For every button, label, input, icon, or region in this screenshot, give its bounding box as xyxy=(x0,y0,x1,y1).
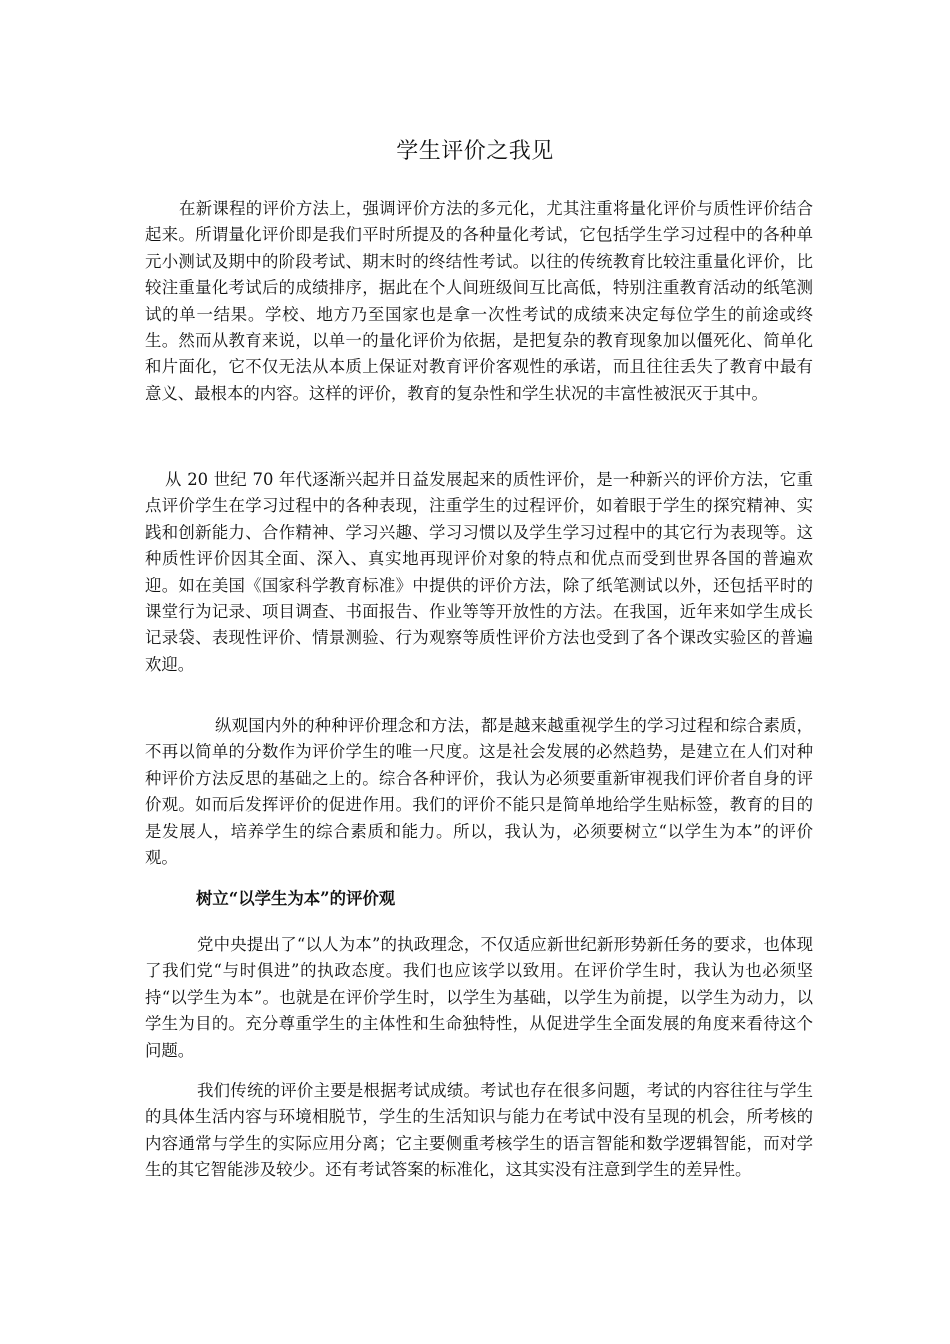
body-paragraph-2: 从 20 世纪 70 年代逐渐兴起并日益发展起来的质性评价，是一种新兴的评价方法，它重点评价学生在学习过程中的各种表现，注重学生的过程评价，如着眼于学生的探究精神、实践和创新能力、合作精神、学习兴趣、学习习惯以及学生学习过程中的其它行为表现等。这种质性评价因其全面、深入、真实地再现评价对象的特点和优点而受到世界各国的普遍欢迎。如在美国《国家科学教育标准》中提供的评价方法，除了纸笔测试以外，还包括平时的课堂行为记录、项目调查、书面报告、作业等等开放性的方法。在我国，近年来如学生成长记录袋、表现性评价、情景测验、行为观察等质性评价方法也受到了各个课改实验区的普遍欢迎。 xyxy=(145,470,813,674)
section-paragraph-2: 我们传统的评价主要是根据考试成绩。考试也存在很多问题，考试的内容往往与学生的具体生活内容与环境相脱节，学生的生活知识与能力在考试中没有呈现的机会，所考核的内容通常与学生的实际应用分离；它主要侧重考核学生的语言智能和数学逻辑智能，而对学生的其它智能涉及较少。还有考试答案的标准化，这其实没有注意到学生的差异性。 xyxy=(145,1081,813,1180)
body-paragraph-1: 在新课程的评价方法上，强调评价方法的多元化，尤其注重将量化评价与质性评价结合起来。所谓量化评价即是我们平时所提及的各种量化考试，它包括学生学习过程中的各种单元小测试及期中的阶段考试、期末时的终结性考试。以往的传统教育比较注重量化评价，比较注重量化考试后的成绩排序，据此在个人间班级间互比高低，特别注重教育活动的纸笔测试的单一结果。学校、地方乃至国家也是拿一次性考试的成绩来决定每位学生的前途或终生。然而从教育来说，以单一的量化评价为依据，是把复杂的教育现象加以僵死化、简单化和片面化，它不仅无法从本质上保证对教育评价客观性的承诺，而且往往丢失了教育中最有意义、最根本的内容。这样的评价，教育的复杂性和学生状况的丰富性被泯灭于其中。 xyxy=(145,199,813,403)
document-title: 学生评价之我见 xyxy=(396,139,554,164)
body-paragraph-3: 纵观国内外的种种评价理念和方法，都是越来越重视学生的学习过程和综合素质，不再以简单的分数作为评价学生的唯一尺度。这是社会发展的必然趋势，是建立在人们对种种评价方法反思的基础之上的。综合各种评价，我认为必须要重新审视我们评价者自身的评价观。如而后发挥评价的促进作用。我们的评价不能只是简单地给学生贴标签，教育的目的是发展人，培养学生的综合素质和能力。所以，我认为，必须要树立“以学生为本”的评价观。 xyxy=(145,716,813,868)
section-paragraph-1: 党中央提出了“以人为本”的执政理念，不仅适应新世纪新形势新任务的要求，也体现了我们党“与时俱进”的执政态度。我们也应该学以致用。在评价学生时，我认为也必须坚持“以学生为本”。也就是在评价学生时，以学生为基础，以学生为前提，以学生为动力，以学生为目的。充分尊重学生的主体性和生命独特性，从促进学生全面发展的角度来看待这个问题。 xyxy=(145,935,813,1060)
section-heading: 树立“以学生为本”的评价观 xyxy=(196,889,396,908)
